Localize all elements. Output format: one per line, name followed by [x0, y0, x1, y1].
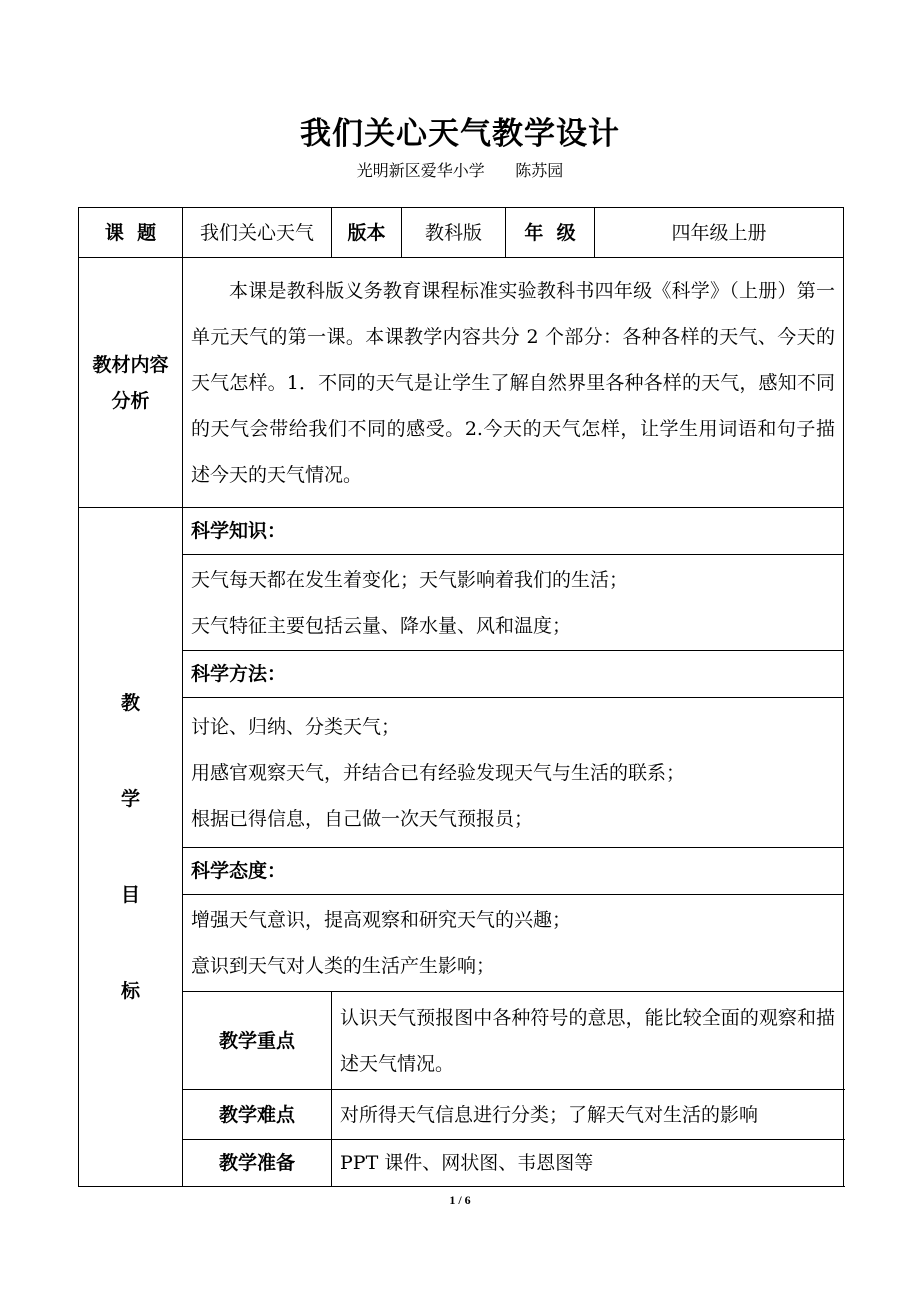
key-point-paragraph: 认识天气预报图中各种符号的意思，能比较全面的观察和描述天气情况。: [340, 1006, 835, 1075]
preparation-row: [79, 1140, 844, 1187]
preparation-label: 教学准备: [183, 1140, 332, 1187]
analysis-paragraph: 本课是教科版义务教育课程标准实验教科书四年级《科学》（上册）第一单元天气的第一课。本课教学内容共分 2 个部分：各种各样的天气、今天的天气怎样。1．不同的天气是让学生了解自然界里各种各样的天气，感知不同的天气会带给我们不同的感受。2.今天的天气怎样，让学生用词语和句子描述今天的天气情况。: [191, 279, 835, 486]
method-title-row: [79, 651, 844, 698]
attitude-items-row: [79, 895, 844, 992]
preparation-text: PPT 课件、网状图、韦恩图等: [332, 1140, 844, 1187]
topic-label: 课 题: [79, 208, 183, 258]
topic-value: 我们关心天气: [183, 208, 332, 258]
analysis-text: [183, 258, 844, 508]
grade-label: 年 级: [506, 208, 595, 258]
lesson-plan-table: [78, 207, 844, 1187]
analysis-row: [79, 258, 844, 508]
key-point-text: [332, 992, 844, 1090]
header-row: [79, 208, 844, 258]
objectives-label-char: 学: [120, 788, 140, 810]
attitude-items: [183, 895, 844, 992]
method-item: 根据已得信息，自己做一次天气预报员；: [191, 807, 534, 830]
method-title: 科学方法：: [183, 651, 844, 698]
method-item: 讨论、归纳、分类天气；: [191, 715, 401, 738]
analysis-label: 教材内容分析: [79, 258, 183, 508]
method-items: [183, 698, 844, 848]
edition-value: 教科版: [402, 208, 506, 258]
key-point-label: 教学重点: [183, 992, 332, 1090]
difficulty-row: [79, 1090, 844, 1140]
document-title: 我们关心天气教学设计: [300, 116, 620, 152]
edition-label: 版本: [332, 208, 402, 258]
objectives-label-char: 教: [120, 692, 140, 714]
attitude-title-row: [79, 848, 844, 895]
knowledge-item: 天气特征主要包括云量、降水量、风和温度；: [191, 614, 572, 637]
attitude-title: 科学态度：: [183, 848, 844, 895]
difficulty-label: 教学难点: [183, 1090, 332, 1140]
author-line: 光明新区爱华小学 陈苏园: [356, 161, 564, 180]
attitude-item: 增强天气意识，提高观察和研究天气的兴趣；: [191, 909, 572, 931]
key-point-row: [79, 992, 844, 1090]
objectives-label: [79, 508, 183, 1187]
method-items-row: [79, 698, 844, 848]
knowledge-title: 科学知识：: [183, 508, 844, 555]
knowledge-items-row: [79, 555, 844, 651]
objectives-label-char: 目: [120, 884, 140, 906]
knowledge-item: 天气每天都在发生着变化；天气影响着我们的生活；: [191, 568, 629, 591]
page-number: 1 / 6: [449, 1193, 471, 1207]
difficulty-text: 对所得天气信息进行分类；了解天气对生活的影响: [332, 1090, 844, 1140]
attitude-item: 意识到天气对人类的生活产生影响；: [191, 955, 496, 977]
grade-value: 四年级上册: [595, 208, 844, 258]
knowledge-title-row: [79, 508, 844, 555]
knowledge-items: [183, 555, 844, 651]
objectives-label-char: 标: [120, 980, 140, 1002]
method-item: 用感官观察天气，并结合已有经验发现天气与生活的联系；: [191, 761, 686, 784]
